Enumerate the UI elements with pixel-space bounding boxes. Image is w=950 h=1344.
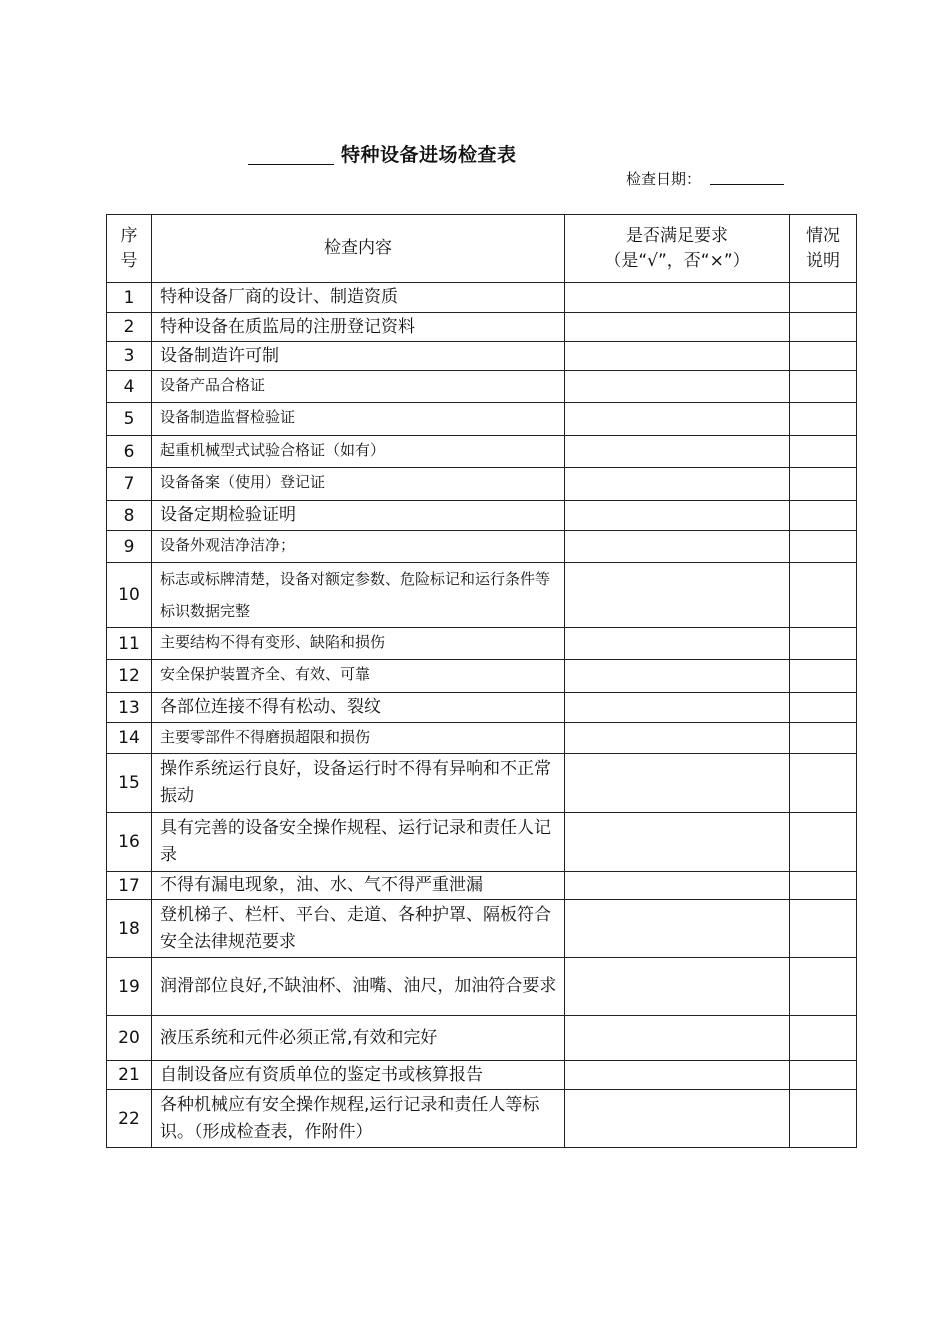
meets-requirement-cell[interactable] xyxy=(565,1016,790,1061)
row-number: 3 xyxy=(107,342,152,371)
row-number: 22 xyxy=(107,1090,152,1148)
row-number: 6 xyxy=(107,436,152,468)
table-row xyxy=(107,1016,857,1061)
check-item: 不得有漏电现象，油、水、气不得严重泄漏 xyxy=(152,872,565,900)
meets-requirement-cell[interactable] xyxy=(565,468,790,501)
check-item: 设备产品合格证 xyxy=(152,371,565,403)
check-item: 主要零部件不得磨损超限和损伤 xyxy=(152,723,565,754)
row-number: 19 xyxy=(107,958,152,1016)
meets-requirement-cell[interactable] xyxy=(565,1061,790,1090)
notes-cell[interactable] xyxy=(790,628,857,660)
meets-requirement-cell[interactable] xyxy=(565,723,790,754)
meets-requirement-cell[interactable] xyxy=(565,693,790,723)
row-number: 2 xyxy=(107,313,152,342)
table-row xyxy=(107,313,857,342)
row-number: 21 xyxy=(107,1061,152,1090)
meets-requirement-cell[interactable] xyxy=(565,342,790,371)
meets-requirement-cell[interactable] xyxy=(565,501,790,531)
notes-cell[interactable] xyxy=(790,313,857,342)
table-row xyxy=(107,531,857,563)
meets-requirement-cell[interactable] xyxy=(565,313,790,342)
row-number: 4 xyxy=(107,371,152,403)
meets-requirement-cell[interactable] xyxy=(565,872,790,900)
check-item: 主要结构不得有变形、缺陷和损伤 xyxy=(152,628,565,660)
notes-cell[interactable] xyxy=(790,501,857,531)
notes-cell[interactable] xyxy=(790,403,857,436)
row-number: 12 xyxy=(107,660,152,693)
title-blank-line xyxy=(248,164,334,165)
notes-cell[interactable] xyxy=(790,342,857,371)
notes-cell[interactable] xyxy=(790,660,857,693)
table-row xyxy=(107,660,857,693)
check-item: 特种设备厂商的设计、制造资质 xyxy=(152,283,565,313)
table-row xyxy=(107,468,857,501)
meets-requirement-cell[interactable] xyxy=(565,754,790,813)
check-item: 安全保护装置齐全、有效、可靠 xyxy=(152,660,565,693)
row-number: 9 xyxy=(107,531,152,563)
meets-requirement-cell[interactable] xyxy=(565,628,790,660)
header-notes: 情况说明 xyxy=(790,215,857,283)
notes-cell[interactable] xyxy=(790,872,857,900)
table-row xyxy=(107,501,857,531)
table-row xyxy=(107,813,857,872)
notes-cell[interactable] xyxy=(790,371,857,403)
row-number: 15 xyxy=(107,754,152,813)
row-number: 17 xyxy=(107,872,152,900)
inspection-date-label: 检查日期： xyxy=(626,170,702,188)
table-row xyxy=(107,872,857,900)
check-item: 操作系统运行良好，设备运行时不得有异响和不正常振动 xyxy=(152,754,565,813)
check-item: 各种机械应有安全操作规程,运行记录和责任人等标识。（形成检查表，作附件） xyxy=(152,1090,565,1148)
check-item: 设备定期检验证明 xyxy=(152,501,565,531)
meets-requirement-cell[interactable] xyxy=(565,436,790,468)
meets-requirement-cell[interactable] xyxy=(565,403,790,436)
notes-cell[interactable] xyxy=(790,468,857,501)
row-number: 8 xyxy=(107,501,152,531)
check-item: 设备外观洁净洁净； xyxy=(152,531,565,563)
notes-cell[interactable] xyxy=(790,1061,857,1090)
row-number: 7 xyxy=(107,468,152,501)
row-number: 18 xyxy=(107,900,152,958)
check-item: 特种设备在质监局的注册登记资料 xyxy=(152,313,565,342)
check-item: 标志或标牌清楚，设备对额定参数、危险标记和运行条件等标识数据完整 xyxy=(152,563,565,628)
meets-requirement-cell[interactable] xyxy=(565,1090,790,1148)
meets-requirement-cell[interactable] xyxy=(565,900,790,958)
row-number: 5 xyxy=(107,403,152,436)
check-item: 自制设备应有资质单位的鉴定书或核算报告 xyxy=(152,1061,565,1090)
notes-cell[interactable] xyxy=(790,958,857,1016)
meets-requirement-cell[interactable] xyxy=(565,371,790,403)
table-row xyxy=(107,283,857,313)
table-row xyxy=(107,1061,857,1090)
meets-requirement-cell[interactable] xyxy=(565,660,790,693)
meets-requirement-cell[interactable] xyxy=(565,283,790,313)
table-row xyxy=(107,628,857,660)
table-row xyxy=(107,958,857,1016)
row-number: 13 xyxy=(107,693,152,723)
header-index: 序号 xyxy=(107,215,152,283)
table-row xyxy=(107,723,857,754)
check-item: 设备制造许可制 xyxy=(152,342,565,371)
check-item: 登机梯子、栏杆、平台、走道、各种护罩、隔板符合安全法律规范要求 xyxy=(152,900,565,958)
header-content: 检查内容 xyxy=(152,215,565,283)
check-item: 润滑部位良好,不缺油杯、油嘴、油尺，加油符合要求 xyxy=(152,958,565,1016)
notes-cell[interactable] xyxy=(790,436,857,468)
check-item: 液压系统和元件必须正常,有效和完好 xyxy=(152,1016,565,1061)
table-header-row xyxy=(107,215,857,283)
meets-requirement-cell[interactable] xyxy=(565,563,790,628)
table-row xyxy=(107,1090,857,1148)
notes-cell[interactable] xyxy=(790,900,857,958)
table-row xyxy=(107,342,857,371)
notes-cell[interactable] xyxy=(790,754,857,813)
row-number: 1 xyxy=(107,283,152,313)
check-item: 起重机械型式试验合格证（如有） xyxy=(152,436,565,468)
check-item: 设备备案（使用）登记证 xyxy=(152,468,565,501)
notes-cell[interactable] xyxy=(790,723,857,754)
table-row xyxy=(107,693,857,723)
check-item: 具有完善的设备安全操作规程、运行记录和责任人记录 xyxy=(152,813,565,872)
notes-cell[interactable] xyxy=(790,1090,857,1148)
row-number: 10 xyxy=(107,563,152,628)
notes-cell[interactable] xyxy=(790,693,857,723)
inspection-table xyxy=(106,214,857,1148)
check-item: 各部位连接不得有松动、裂纹 xyxy=(152,693,565,723)
meets-requirement-cell[interactable] xyxy=(565,813,790,872)
table-row xyxy=(107,563,857,628)
notes-cell[interactable] xyxy=(790,531,857,563)
notes-cell[interactable] xyxy=(790,813,857,872)
table-row xyxy=(107,900,857,958)
inspection-date-blank xyxy=(710,184,784,185)
table-row xyxy=(107,754,857,813)
row-number: 11 xyxy=(107,628,152,660)
row-number: 20 xyxy=(107,1016,152,1061)
document-title: 特种设备进场检查表 xyxy=(341,144,517,166)
meets-requirement-cell[interactable] xyxy=(565,958,790,1016)
table-row xyxy=(107,403,857,436)
meets-requirement-cell[interactable] xyxy=(565,531,790,563)
notes-cell[interactable] xyxy=(790,283,857,313)
document-title-area xyxy=(0,138,950,168)
notes-cell[interactable] xyxy=(790,1016,857,1061)
check-item: 设备制造监督检验证 xyxy=(152,403,565,436)
row-number: 14 xyxy=(107,723,152,754)
table-row xyxy=(107,371,857,403)
row-number: 16 xyxy=(107,813,152,872)
header-meets-requirement: 是否满足要求（是“√”，否“×”） xyxy=(565,215,790,283)
table-row xyxy=(107,436,857,468)
notes-cell[interactable] xyxy=(790,563,857,628)
